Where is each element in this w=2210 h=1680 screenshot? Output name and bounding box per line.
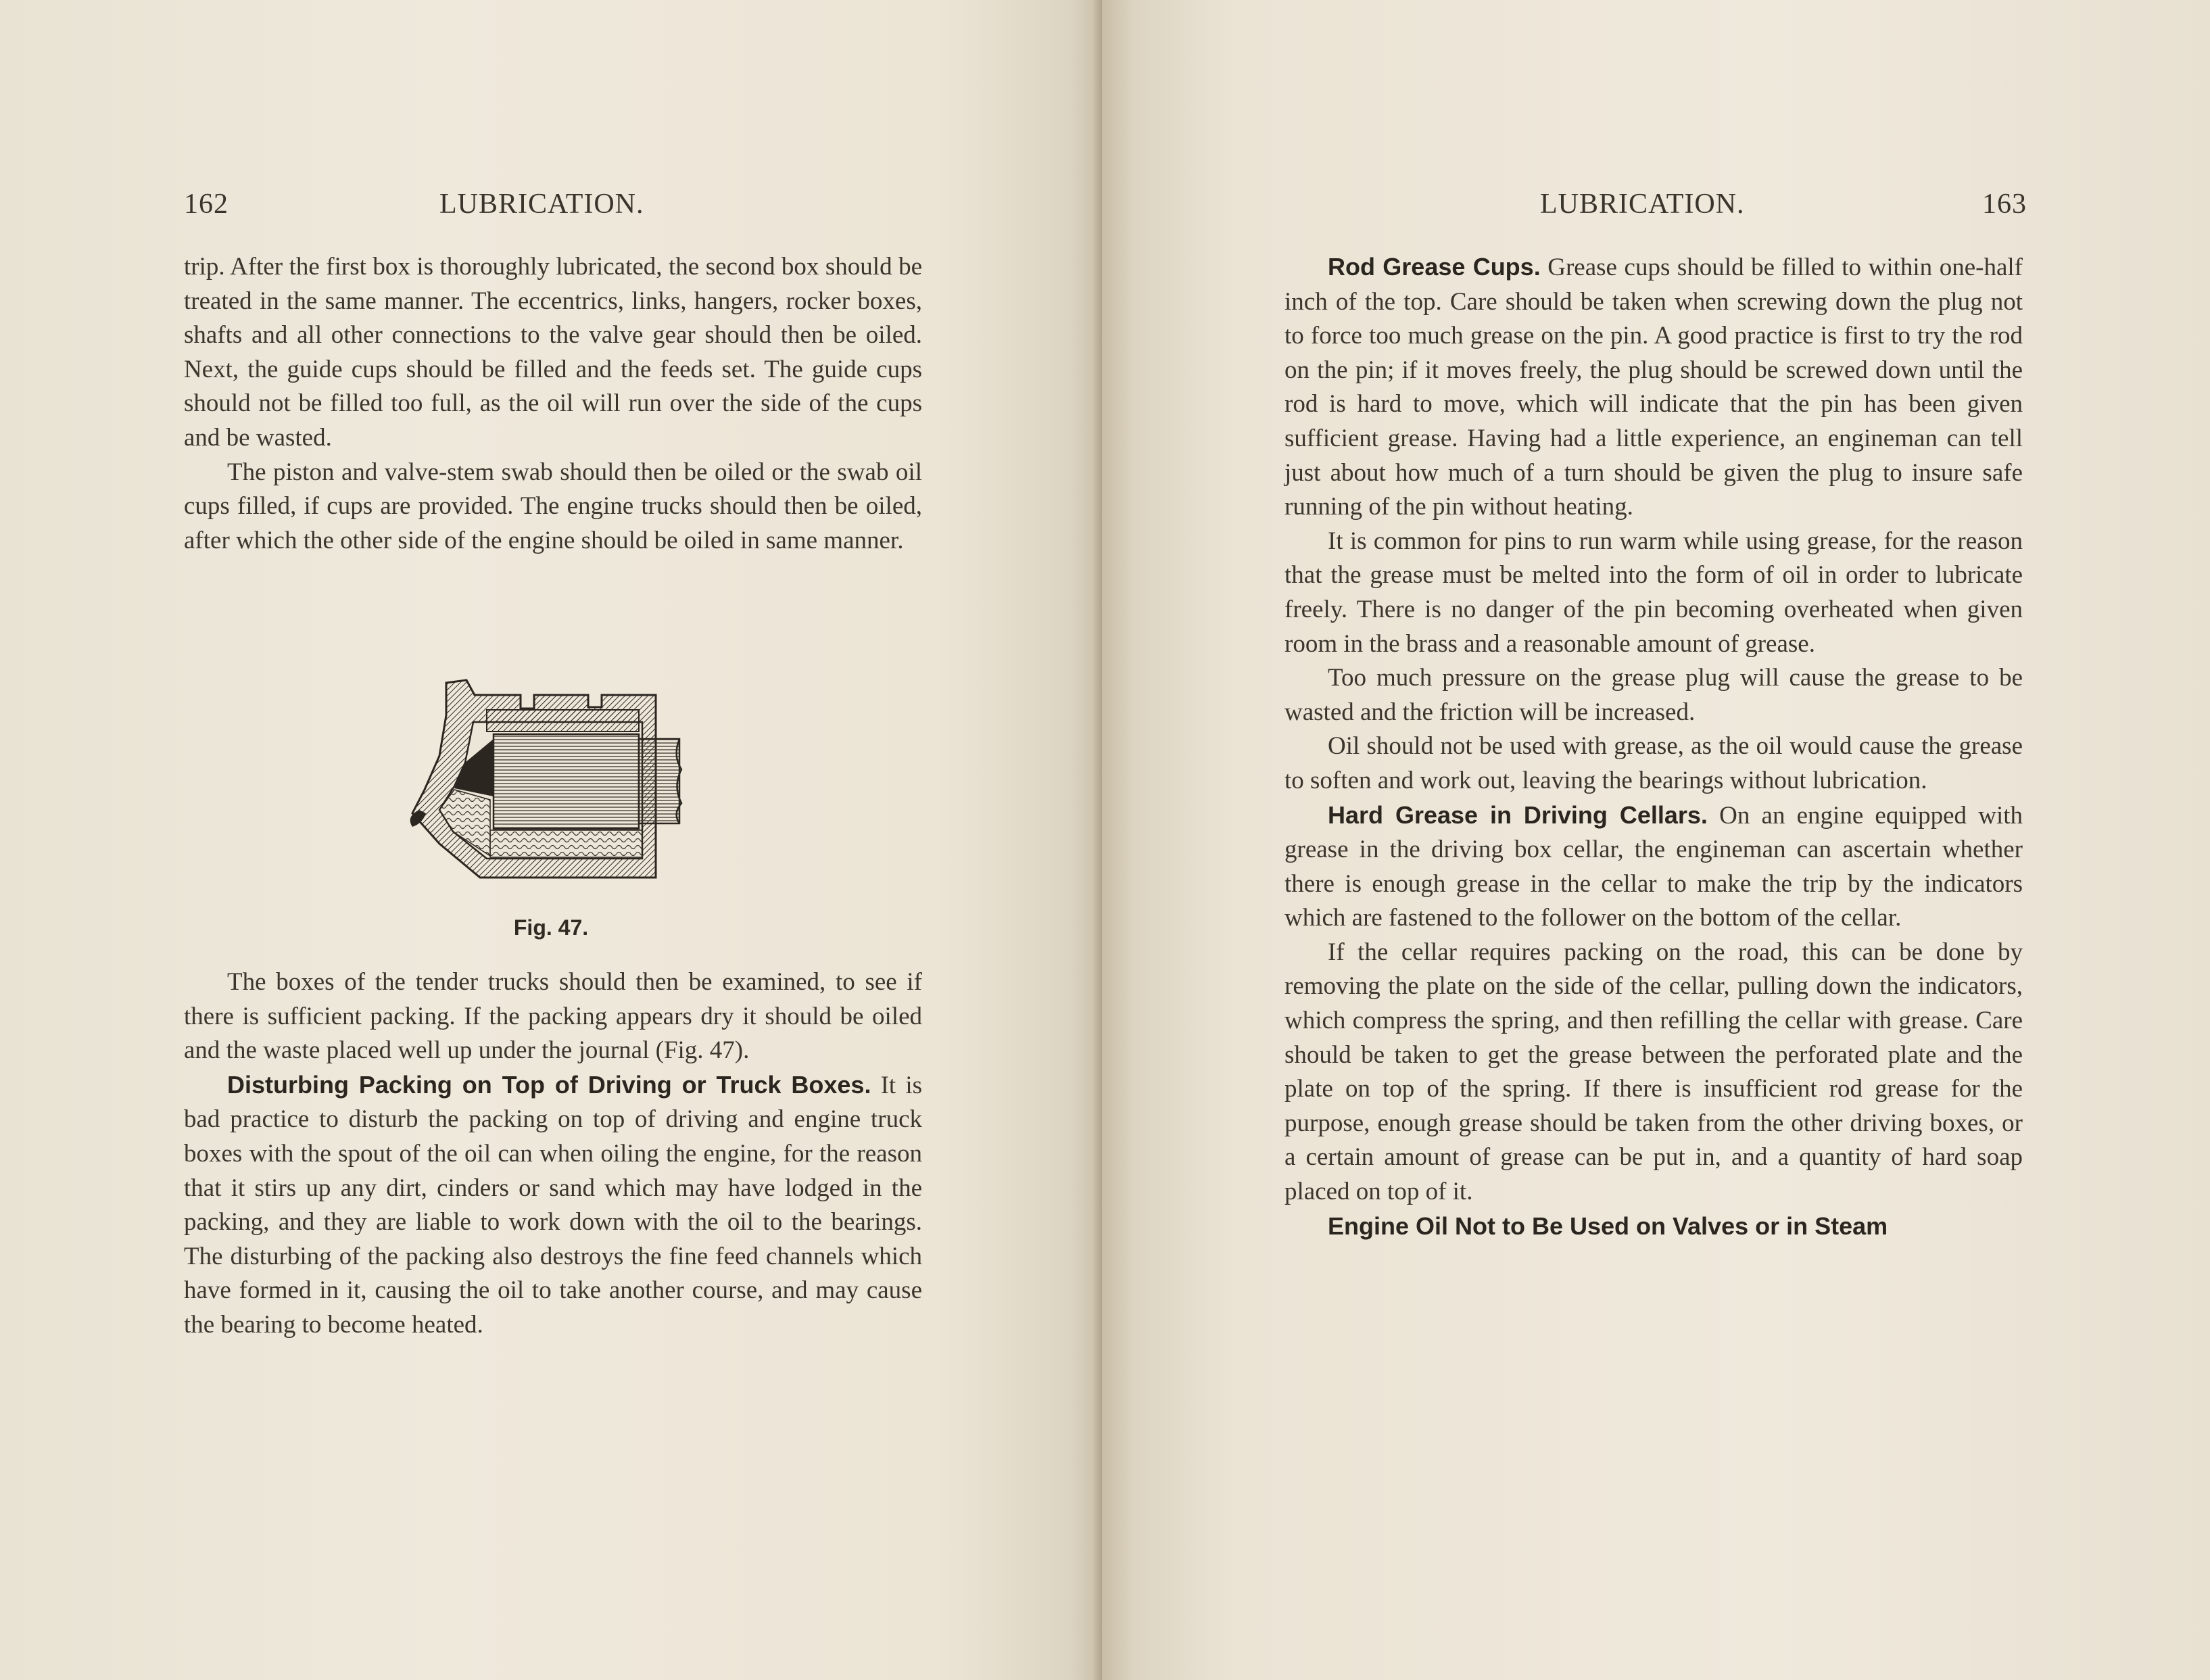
right-section-2 (1284, 798, 2023, 936)
left-section-text: It is bad practice to disturb the packing on top of driving and engine truck boxes with the spout of the oil can when oiling the engine, for the reason that it stirs up any dirt, cinders or sand which may have lodged in the packing, and they are liable to work down with the oil to the bearings. The disturbing of the packing also destroys the fine feed channels which have formed in it, causing the oil to take another course, and may cause the bearing to become heated. (184, 1071, 923, 1339)
left-section-heading: Disturbing Packing on Top of Driving or Truck Boxes. (227, 1070, 871, 1099)
left-section (184, 1068, 922, 1343)
right-final-heading: Engine Oil Not to Be Used on Valves or in Steam (1328, 1211, 1888, 1240)
left-running-head: LUBRICATION. (439, 189, 644, 220)
right-page-number: 163 (1982, 189, 2027, 220)
right-section-1 (1284, 250, 2023, 525)
right-section-2-text: On an engine equipped with grease in the driving box cellar, the engineman can ascertain whether there is enough grease in the cellar to make the trip by the indicators which are fastened to the follower on the bottom of the cellar. (1284, 801, 2023, 932)
right-text (1284, 250, 2023, 1244)
left-top-text (184, 250, 922, 558)
right-section-1-heading: Rod Grease Cups. (1328, 253, 1541, 281)
right-paragraph-4: If the cellar requires packing on the road, this can be done by removing the plate on the side of the cellar, pulling down the indicators, which compress the spring, and then refilling the cellar with grease. Care should be taken to get the grease between the perforated plate and the plate on top of the spring. If there is insufficient rod grease for the purpose, enough grease should be taken from the other driving boxes, or a certain amount of grease can be put in, and a quantity of hard soap placed on top of it. (1284, 938, 2023, 1206)
left-paragraph-2: The piston and valve-stem swab should then be oiled or the swab oil cups filled, if cups are provided. The engine trucks should then be oiled, after which the other side of the engine should be oiled in same manner. (184, 458, 922, 554)
left-page-number: 162 (184, 189, 229, 220)
right-page (1102, 0, 2210, 1680)
right-paragraph-3: Oil should not be used with grease, as the oil would cause the grease to soften and work out, leaving the bearings without lubrication. (1284, 732, 2023, 794)
right-final-heading-line (1284, 1209, 2023, 1245)
figure-caption: Fig. 47. (513, 915, 589, 940)
right-section-2-heading: Hard Grease in Driving Cellars. (1328, 800, 1708, 829)
right-running-head: LUBRICATION. (1540, 189, 1745, 220)
journal-box-illustration (399, 675, 710, 898)
right-section-1-text: Grease cups should be filled to within one-half inch of the top. Care should be taken when screwing down the plug not to force too much grease on the pin. A good practice is first to try the rod on the pin; if it moves freely, the plug should be screwed down until the rod is hard to move, which will indicate that the pin has been given sufficient grease. Having had a little experience, an engineman can tell just about how much of a turn should be given the plug to insure safe running of the pin without heating. (1284, 254, 2023, 521)
left-paragraph-after-figure: The boxes of the tender trucks should then be examined, to see if there is sufficient packing. If the packing appears dry it should be oiled and the waste placed well up under the journal (Fig. 47). (184, 968, 922, 1065)
left-bottom-text (184, 965, 922, 1343)
right-paragraph-1: It is common for pins to run warm while using grease, for the reason that the grease must be melted into the form of oil in order to lubricate freely. There is no danger of the pin becoming overheated when given room in the brass and a reasonable amount of grease. (1284, 527, 2023, 658)
right-paragraph-2: Too much pressure on the grease plug will cause the grease to be wasted and the friction will be increased. (1284, 664, 2023, 726)
left-page (0, 0, 1102, 1680)
left-paragraph-1: trip. After the first box is thoroughly lubricated, the second box should be treated in the same manner. The eccentrics, links, hangers, rocker boxes, shafts and all other connections to the valve gear should then be oiled. Next, the guide cups should be filled and the feeds set. The guide cups should not be filled too full, as the oil will run over the side of the cups and be wasted. (184, 253, 922, 452)
